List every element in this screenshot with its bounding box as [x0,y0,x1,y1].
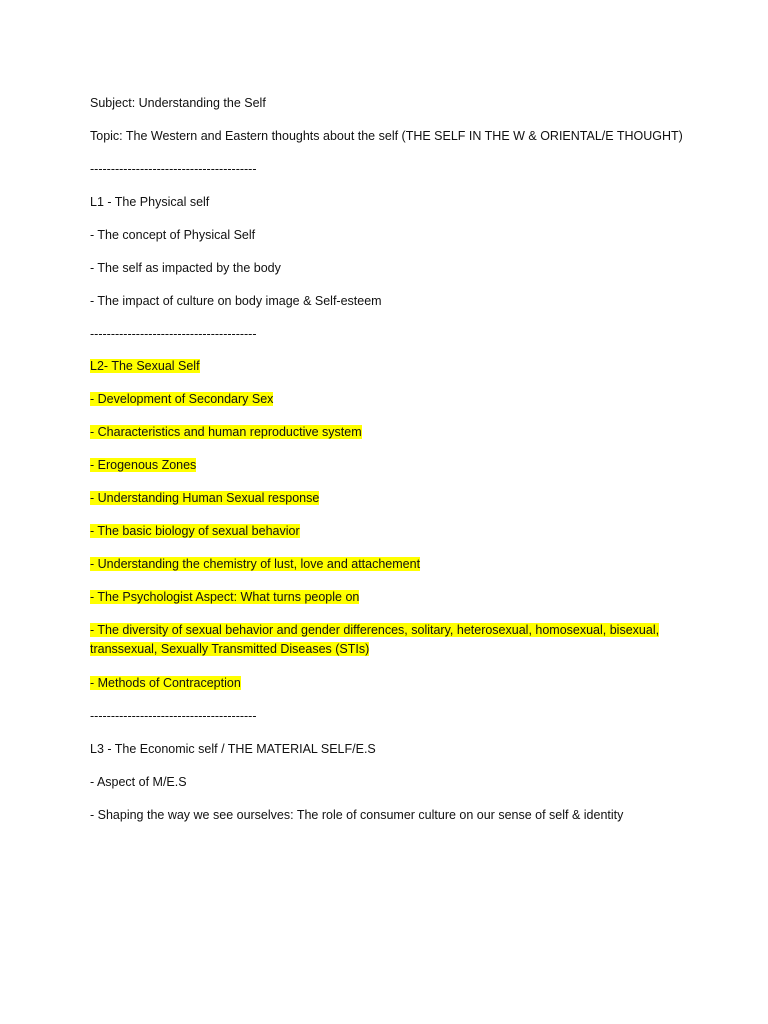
highlighted-text: - Understanding the chemistry of lust, love and attachement [90,557,421,571]
lesson2-item [90,555,420,573]
lesson2-item-continued [90,640,369,658]
lesson2-item [90,621,659,639]
lesson3-item: - Aspect of M/E.S [90,775,187,789]
lesson1-item: - The impact of culture on body image & Self-esteem [90,294,382,308]
lesson2-item [90,489,319,507]
highlighted-text: - The diversity of sexual behavior and gender differences, solitary, heterosexual, homosexual, bisexual, [90,623,660,637]
lesson2-item [90,588,359,606]
lesson2-title [90,357,200,375]
highlighted-text: - Erogenous Zones [90,458,197,472]
lesson3-title: L3 - The Economic self / THE MATERIAL SELF/E.S [90,742,376,756]
separator-1: ---------------------------------------- [90,162,257,176]
lesson3-item: - Shaping the way we see ourselves: The role of consumer culture on our sense of self & identity [90,808,624,822]
topic-line: Topic: The Western and Eastern thoughts about the self (THE SELF IN THE W & ORIENTAL/E THOUGHT) [90,129,683,143]
lesson2-item [90,456,196,474]
highlighted-text: L2- The Sexual Self [90,359,200,373]
lesson1-title: L1 - The Physical self [90,195,210,209]
lesson2-item [90,423,362,441]
lesson2-item [90,674,241,692]
separator-3: ---------------------------------------- [90,709,257,723]
highlighted-text: - Methods of Contraception [90,676,241,690]
subject-line: Subject: Understanding the Self [90,96,266,110]
highlighted-text: - The basic biology of sexual behavior [90,524,300,538]
lesson1-item: - The self as impacted by the body [90,261,281,275]
highlighted-text: - Understanding Human Sexual response [90,491,320,505]
separator-2: ---------------------------------------- [90,327,257,341]
highlighted-text: - Characteristics and human reproductive system [90,425,362,439]
highlighted-text: - Development of Secondary Sex [90,392,274,406]
highlighted-text: - The Psychologist Aspect: What turns people on [90,590,360,604]
highlighted-text: transsexual, Sexually Transmitted Diseases (STIs) [90,642,370,656]
lesson2-item [90,522,300,540]
lesson2-item [90,390,273,408]
lesson1-item: - The concept of Physical Self [90,228,256,242]
